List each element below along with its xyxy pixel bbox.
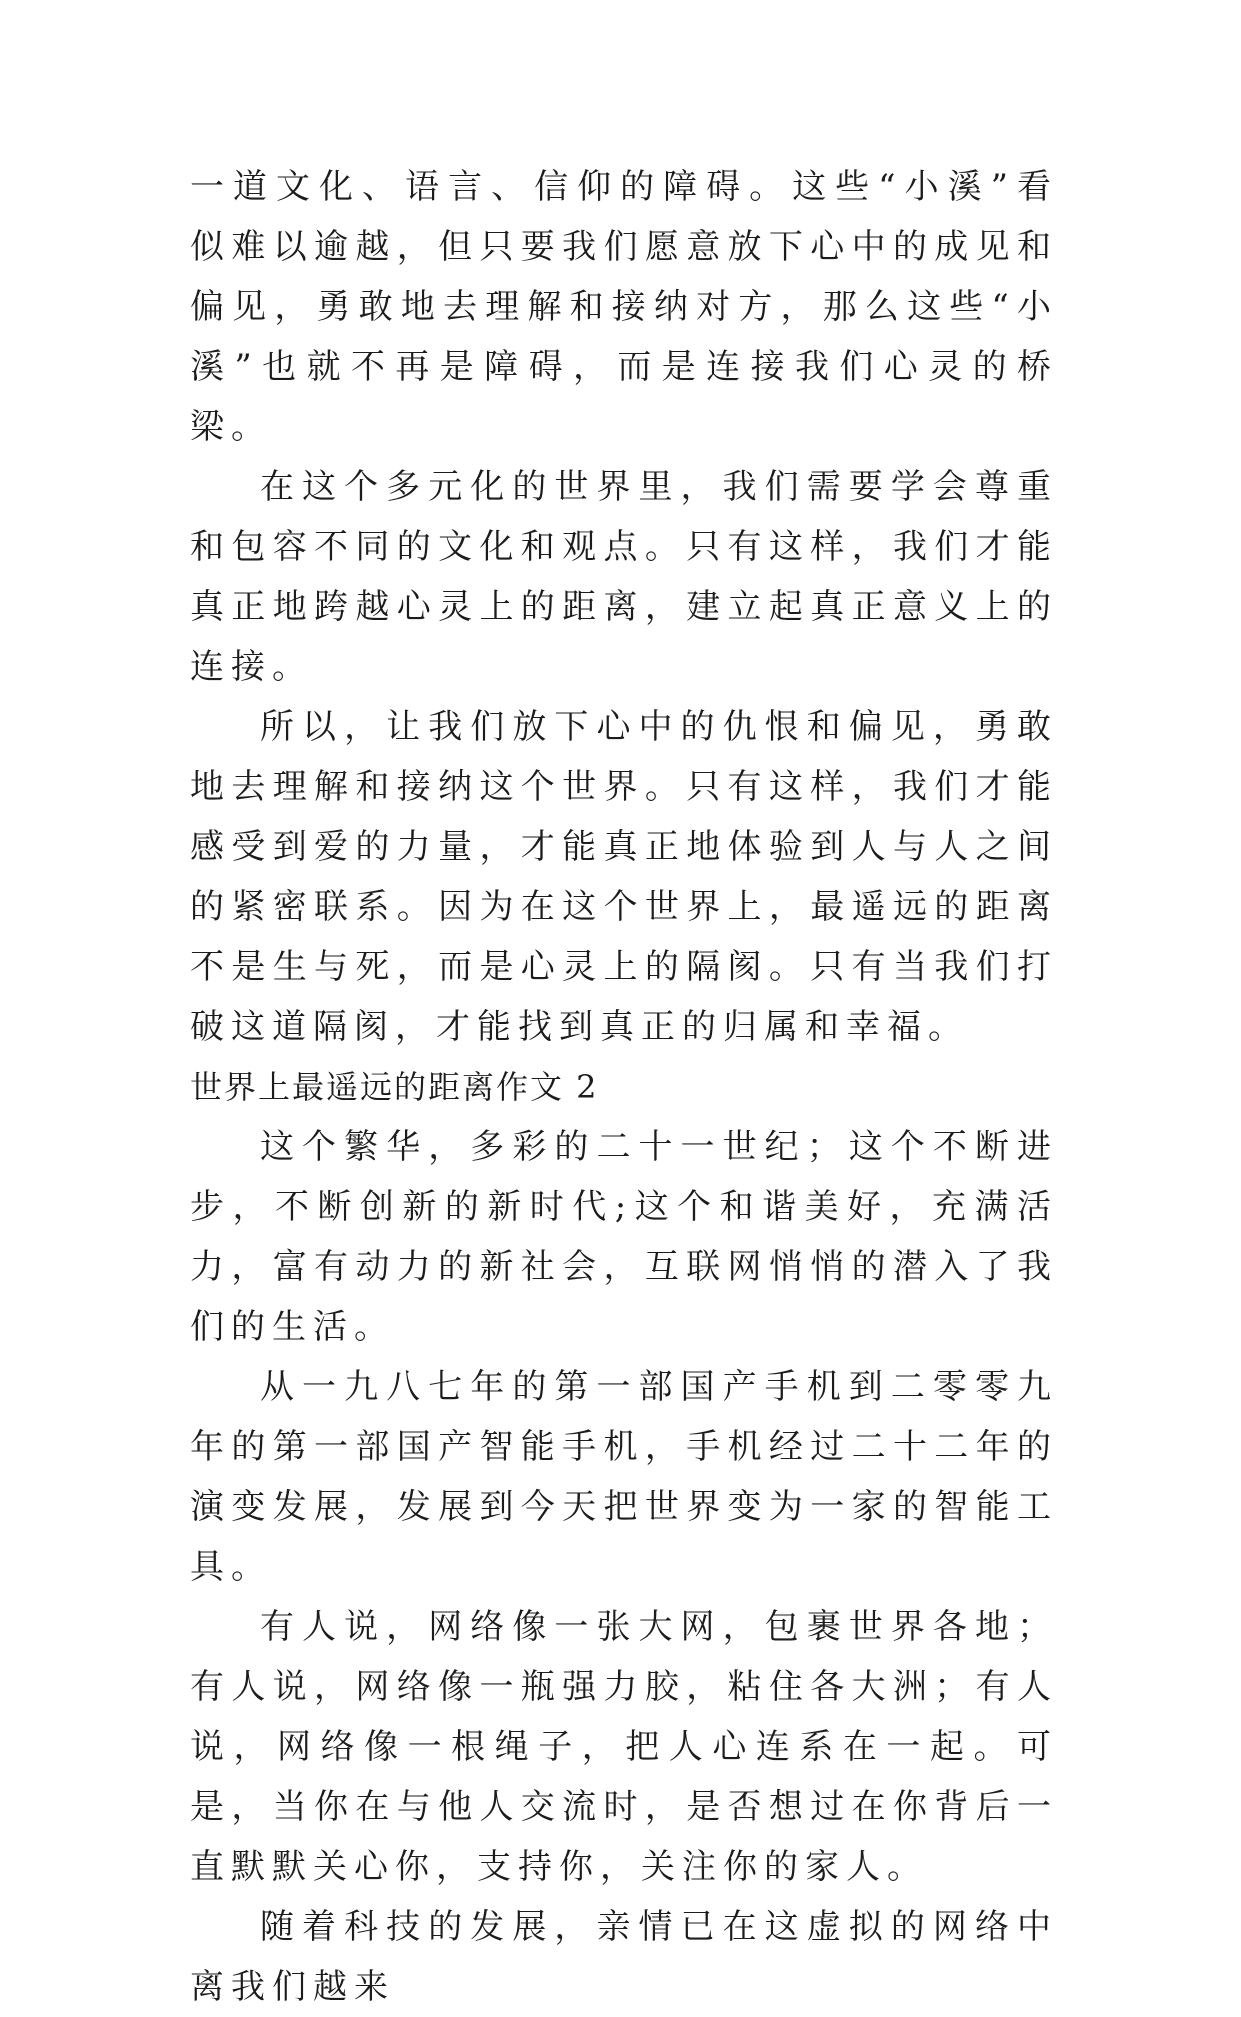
paragraph-6: 有人说，网络像一张大网，包裹世界各地；有人说，网络像一瓶强力胶，粘住各大洲；有人说，网络像一根绳子，把人心连系在一起。可是，当你在与他人交流时，是否想过在你背后一直默默关心你，支持你，关注你的家人。 [190,1607,1058,1887]
paragraph-1: 一道文化、语言、信仰的障碍。这些“小溪”看似难以逾越，但只要我们愿意放下心中的成见和偏见，勇敢地去理解和接纳对方，那么这些“小溪”也就不再是障碍，而是连接我们心灵的桥梁。 [190,167,1058,447]
paragraph-5: 从一九八七年的第一部国产手机到二零零九年的第一部国产智能手机，手机经过二十二年的演变发展，发展到今天把世界变为一家的智能工具。 [190,1367,1058,1587]
section-title: 世界上最遥远的距离作文 2 [190,1068,599,1106]
paragraph-7: 随着科技的发展，亲情已在这虚拟的网络中离我们越来 [190,1907,1058,2007]
paragraph-3: 所以，让我们放下心中的仇恨和偏见，勇敢地去理解和接纳这个世界。只有这样，我们才能感受到爱的力量，才能真正地体验到人与人之间的紧密联系。因为在这个世界上，最遥远的距离不是生与死，而是心灵上的隔阂。只有当我们打破这道隔阂，才能找到真正的归属和幸福。 [190,707,1058,1047]
document-body [190,157,1058,2017]
paragraph-4: 这个繁华，多彩的二十一世纪；这个不断进步，不断创新的新时代;这个和谐美好，充满活力，富有动力的新社会，互联网悄悄的潜入了我们的生活。 [190,1127,1058,1347]
paragraph-2: 在这个多元化的世界里，我们需要学会尊重和包容不同的文化和观点。只有这样，我们才能真正地跨越心灵上的距离，建立起真正意义上的连接。 [190,467,1058,687]
